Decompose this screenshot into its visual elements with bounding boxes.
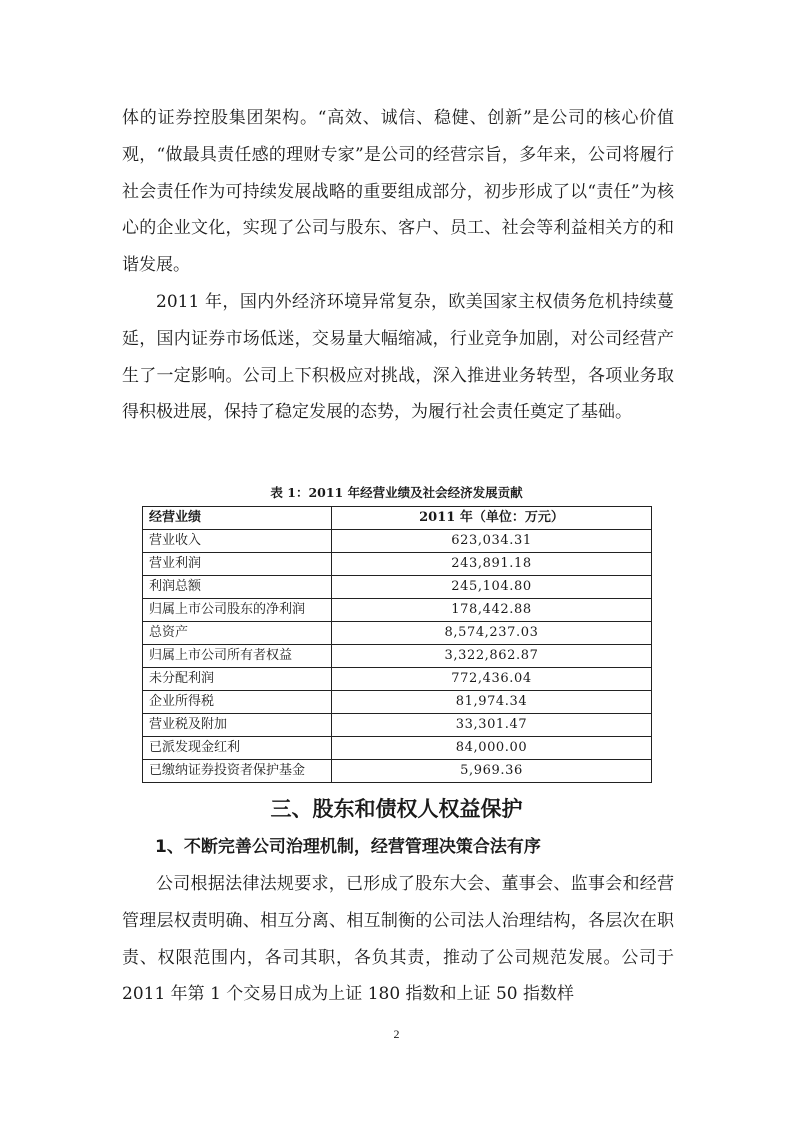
row-label: 营业利润	[143, 553, 332, 576]
table-row	[143, 530, 652, 553]
row-label: 营业收入	[143, 530, 332, 553]
table-caption: 表 1：2011 年经营业绩及社会经济发展贡献	[270, 485, 523, 500]
paragraph-2011-environment: 2011 年，国内外经济环境异常复杂，欧美国家主权债务危机持续蔓延，国内证券市场低迷，交易量大幅缩减，行业竞争加剧，对公司经营产生了一定影响。公司上下积极应对挑战，深入推进业务转型，各项业务取得积极进展，保持了稳定发展的态势，为履行社会责任奠定了基础。	[122, 292, 674, 423]
paragraph-corporate-values: 体的证券控股集团架构。“高效、诚信、稳健、创新”是公司的核心价值观，“做最具责任感的理财专家”是公司的经营宗旨，多年来，公司将履行社会责任作为可持续发展战略的重要组成部分，初步形成了以“责任”为核心的企业文化，实现了公司与股东、客户、员工、社会等利益相关方的和谐发展。	[122, 108, 674, 276]
row-value: 3,322,862.87	[332, 645, 652, 668]
row-label: 归属上市公司股东的净利润	[143, 599, 332, 622]
table-header-row	[143, 507, 652, 530]
row-label: 未分配利润	[143, 668, 332, 691]
row-value: 623,034.31	[332, 530, 652, 553]
section-title: 三、股东和债权人权益保护	[270, 797, 523, 821]
row-value: 8,574,237.03	[332, 622, 652, 645]
row-value: 772,436.04	[332, 668, 652, 691]
table-row	[143, 553, 652, 576]
row-value: 5,969.36	[332, 760, 652, 783]
table-row	[143, 645, 652, 668]
subsection-title: 1、不断完善公司治理机制，经营管理决策合法有序	[155, 837, 541, 857]
header-performance: 经营业绩	[143, 507, 332, 530]
row-label: 企业所得税	[143, 691, 332, 714]
table-row	[143, 599, 652, 622]
table-row	[143, 668, 652, 691]
table-row	[143, 760, 652, 783]
row-value: 178,442.88	[332, 599, 652, 622]
row-value: 245,104.80	[332, 576, 652, 599]
row-label: 归属上市公司所有者权益	[143, 645, 332, 668]
row-value: 243,891.18	[332, 553, 652, 576]
row-label: 营业税及附加	[143, 714, 332, 737]
performance-table	[142, 506, 652, 783]
row-label: 已缴纳证券投资者保护基金	[143, 760, 332, 783]
row-label: 总资产	[143, 622, 332, 645]
header-2011-value: 2011 年（单位：万元）	[332, 507, 652, 530]
table-row	[143, 737, 652, 760]
row-label: 利润总额	[143, 576, 332, 599]
row-label: 已派发现金红利	[143, 737, 332, 760]
row-value: 33,301.47	[332, 714, 652, 737]
table-row	[143, 714, 652, 737]
table-row	[143, 622, 652, 645]
paragraph-governance: 公司根据法律法规要求，已形成了股东大会、董事会、监事会和经营管理层权责明确、相互分离、相互制衡的公司法人治理结构，各层次在职责、权限范围内，各司其职，各负其责，推动了公司规范发展。公司于 2011 年第 1 个交易日成为上证 180 指数和上证 50 指数样	[122, 874, 674, 1005]
page-number: 2	[393, 1027, 400, 1041]
row-value: 81,974.34	[332, 691, 652, 714]
table-row	[143, 576, 652, 599]
row-value: 84,000.00	[332, 737, 652, 760]
table-row	[143, 691, 652, 714]
